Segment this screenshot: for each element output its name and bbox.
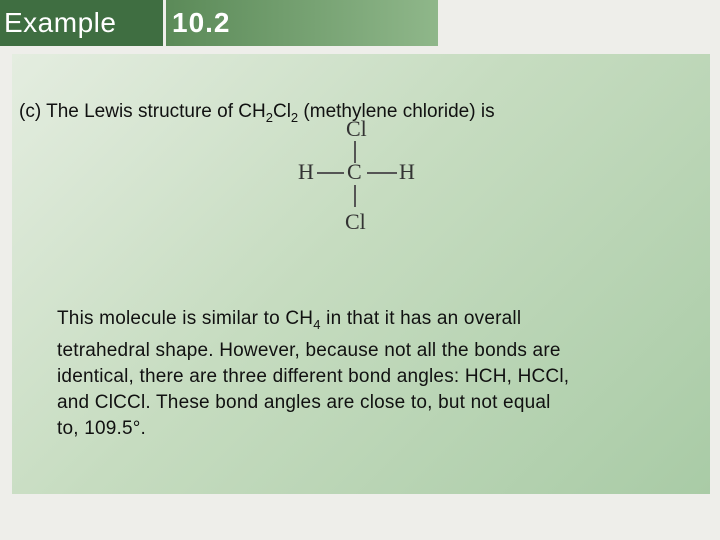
body-line-2: tetrahedral shape. However, because not all the bonds are [57, 339, 561, 361]
bond-right [367, 172, 397, 174]
example-number: 10.2 [166, 0, 438, 46]
atom-left-h: H [298, 159, 314, 184]
intro-after: (methylene chloride) is [298, 101, 495, 122]
atom-bottom-cl: Cl [345, 209, 366, 234]
body-line-1-before: This molecule is similar to CH [57, 308, 314, 329]
body-line-1-sub: 4 [313, 316, 321, 332]
lewis-structure [292, 116, 415, 236]
atom-center-c: C [347, 159, 362, 184]
intro-text [19, 101, 495, 125]
bond-bottom [354, 185, 356, 207]
intro-sub-1: 2 [265, 109, 273, 125]
intro-before: (c) The Lewis structure of CH [19, 101, 266, 122]
body-line-4: and ClCCl. These bond angles are close to, but not equal [57, 391, 551, 413]
body-line-5: to, 109.5°. [57, 417, 147, 439]
bond-left [317, 172, 344, 174]
body-line-1-after: in that it has an overall [320, 308, 522, 329]
body-line-3: identical, there are three different bond angles: HCH, HCCl, [57, 365, 570, 387]
explanation-text [57, 306, 697, 442]
intro-mid: Cl [272, 101, 291, 122]
intro-sub-2: 2 [290, 109, 299, 125]
example-label: Example [0, 0, 163, 46]
body-line-1 [57, 306, 697, 338]
atom-top-cl: Cl [346, 116, 367, 141]
atom-right-h: H [399, 159, 415, 184]
